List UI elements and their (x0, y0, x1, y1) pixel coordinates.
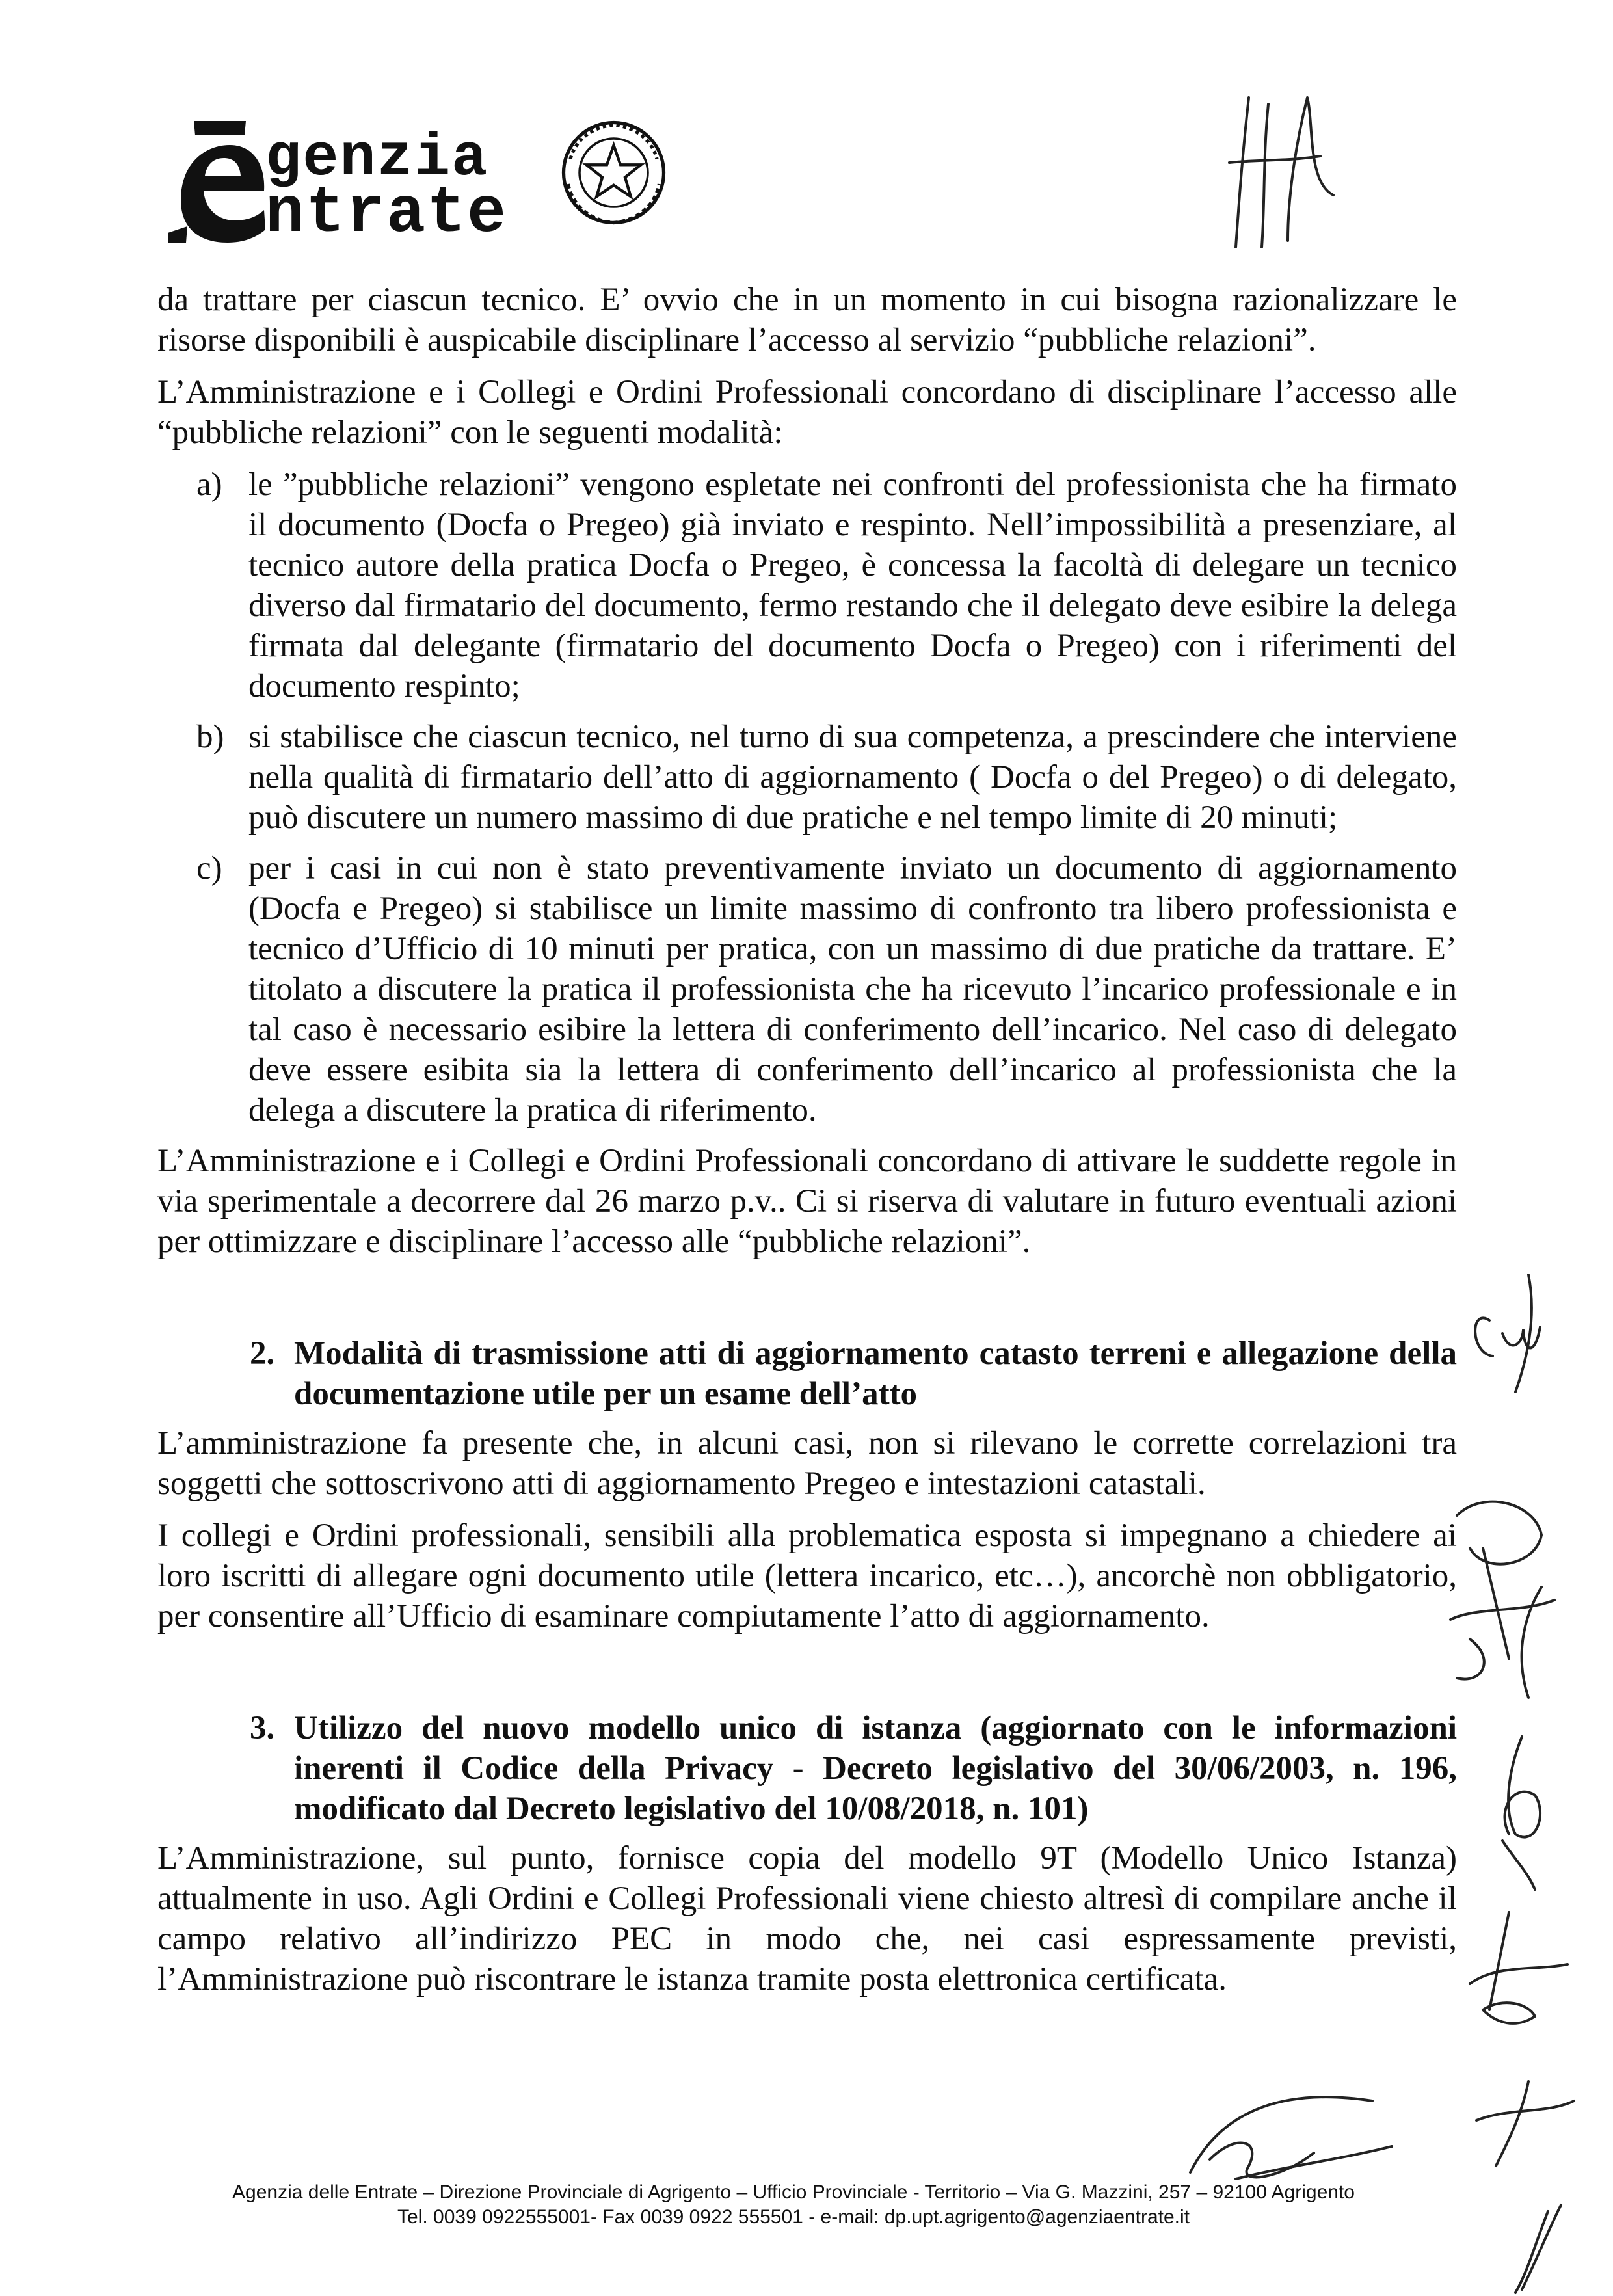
section-title: Utilizzo del nuovo modello unico di istanza (aggiornato con le informazioni inerenti il Codice della Privacy - Decreto legislativo del 30/06/2003, n. 196, modificato dal Decreto legislativo del 10/08/2018, n. 101) (294, 1710, 1457, 1827)
handwritten-initials-margin-1 (1463, 1268, 1561, 1398)
logo-line-1: genzia (265, 124, 489, 193)
section-number: 2. (250, 1335, 275, 1372)
footer-address: Agenzia delle Entrate – Direzione Provinciale di Agrigento – Ufficio Provinciale - Territorio – Via G. Mazzini, 257 – 92100 Agrigento (232, 2182, 1355, 2203)
list-item (157, 717, 1457, 838)
section-heading (157, 1708, 1457, 1829)
handwritten-initials-margin-3 (1476, 1730, 1561, 1893)
modalities-list (157, 464, 1457, 1130)
republic-emblem-icon (557, 116, 671, 230)
list-marker: a) (196, 466, 222, 503)
section-number: 3. (250, 1710, 275, 1746)
logo-e-mark (168, 116, 272, 246)
handwritten-initials-margin-4 (1457, 1906, 1580, 2296)
paragraph: I collegi e Ordini professionali, sensibili alla problematica esposta si impegnano a chiedere ai loro iscritti di allegare ogni documento utile (lettera incarico, etc…), ancorchè non obbligatorio, per consentire all’Ufficio di esaminare compiutamente l’atto di aggiornamento. (157, 1517, 1457, 1635)
list-item-text: le ”pubbliche relazioni” vengono espletate nei confronti del professionista che ha firmato il documento (Docfa o Pregeo) già inviato e respinto. Nell’impossibilità a presenziare, al tecnico autore della pratica Docfa o Pregeo, è concessa la facoltà di delegare un tecnico diverso dal firmatario del documento, fermo restando che il delegato deve esibire la delega firmata dal delegante (firmatario del documento Docfa o Pregeo) con i riferimenti del documento respinto; (248, 466, 1457, 704)
list-item (157, 464, 1457, 706)
handwritten-initials-margin-2 (1444, 1489, 1567, 1704)
footer-contacts: Tel. 0039 0922555001- Fax 0039 0922 555501 - e-mail: dp.upt.agrigento@agenziaentrate.it (397, 2206, 1190, 2228)
list-item-text: per i casi in cui non è stato preventivamente inviato un documento di aggiornamento (Docfa e Pregeo) si stabilisce un limite massimo di confronto tra libero professionista e tecnico d’Ufficio di 10 minuti per pratica, con un massimo di due pratiche da trattare. E’ titolato a discutere la pratica il professionista che ha ricevuto l’incarico professionale e in tal caso è necessario esibire la lettera di conferimento dell’incarico. Nel caso di delegato deve essere esibita sia la lettera di conferimento dell’incarico al professionista che la delega a discutere la pratica di riferimento. (248, 850, 1457, 1128)
section-heading (157, 1333, 1457, 1414)
agency-logo (168, 109, 617, 252)
list-marker: c) (196, 850, 222, 887)
paragraph: da trattare per ciascun tecnico. E’ ovvio che in un momento in cui bisogna razionalizzare le risorse disponibili è auspicabile disciplinare l’accesso al servizio “pubbliche relazioni”. (157, 282, 1457, 358)
handwritten-initials-top (1223, 85, 1346, 254)
list-item-text: si stabilisce che ciascun tecnico, nel turno di sua competenza, a prescindere che interviene nella qualità di firmatario dell’atto di aggiornamento ( Docfa o del Pregeo) o di delegato, può discutere un numero massimo di due pratiche e nel tempo limite di 20 minuti; (248, 719, 1457, 836)
paragraph: L’Amministrazione, sul punto, fornisce copia del modello 9T (Modello Unico Istanza) attualmente in uso. Agli Ordini e Collegi Professionali viene chiesto altresì di compilare anche il campo relativo all’indirizzo PEC in modo che, nei casi espressamente previsti, l’Amministrazione può riscontrare le istanza tramite posta elettronica certificata. (157, 1840, 1457, 1997)
paragraph: L’amministrazione fa presente che, in alcuni casi, non si rilevano le corrette correlazioni tra soggetti che sottoscrivono atti di aggiornamento Pregeo e intestazioni catastali. (157, 1425, 1457, 1502)
list-marker: b) (196, 719, 224, 755)
paragraph: L’Amministrazione e i Collegi e Ordini Professionali concordano di attivare le suddette regole in via sperimentale a decorrere dal 26 marzo p.v.. Ci si riserva di valutare in futuro eventuali azioni per ottimizzare e disciplinare l’accesso alle “pubbliche relazioni”. (157, 1143, 1457, 1260)
page-footer (156, 2180, 1431, 2230)
paragraph: L’Amministrazione e i Collegi e Ordini Professionali concordano di disciplinare l’accesso alle “pubbliche relazioni” con le seguenti modalità: (157, 374, 1457, 451)
section-title: Modalità di trasmissione atti di aggiornamento catasto terreni e allegazione della documentazione utile per un esame dell’atto (294, 1335, 1457, 1412)
list-item (157, 848, 1457, 1130)
logo-line-2: ntrate (265, 178, 508, 251)
document-body (157, 280, 1457, 2011)
